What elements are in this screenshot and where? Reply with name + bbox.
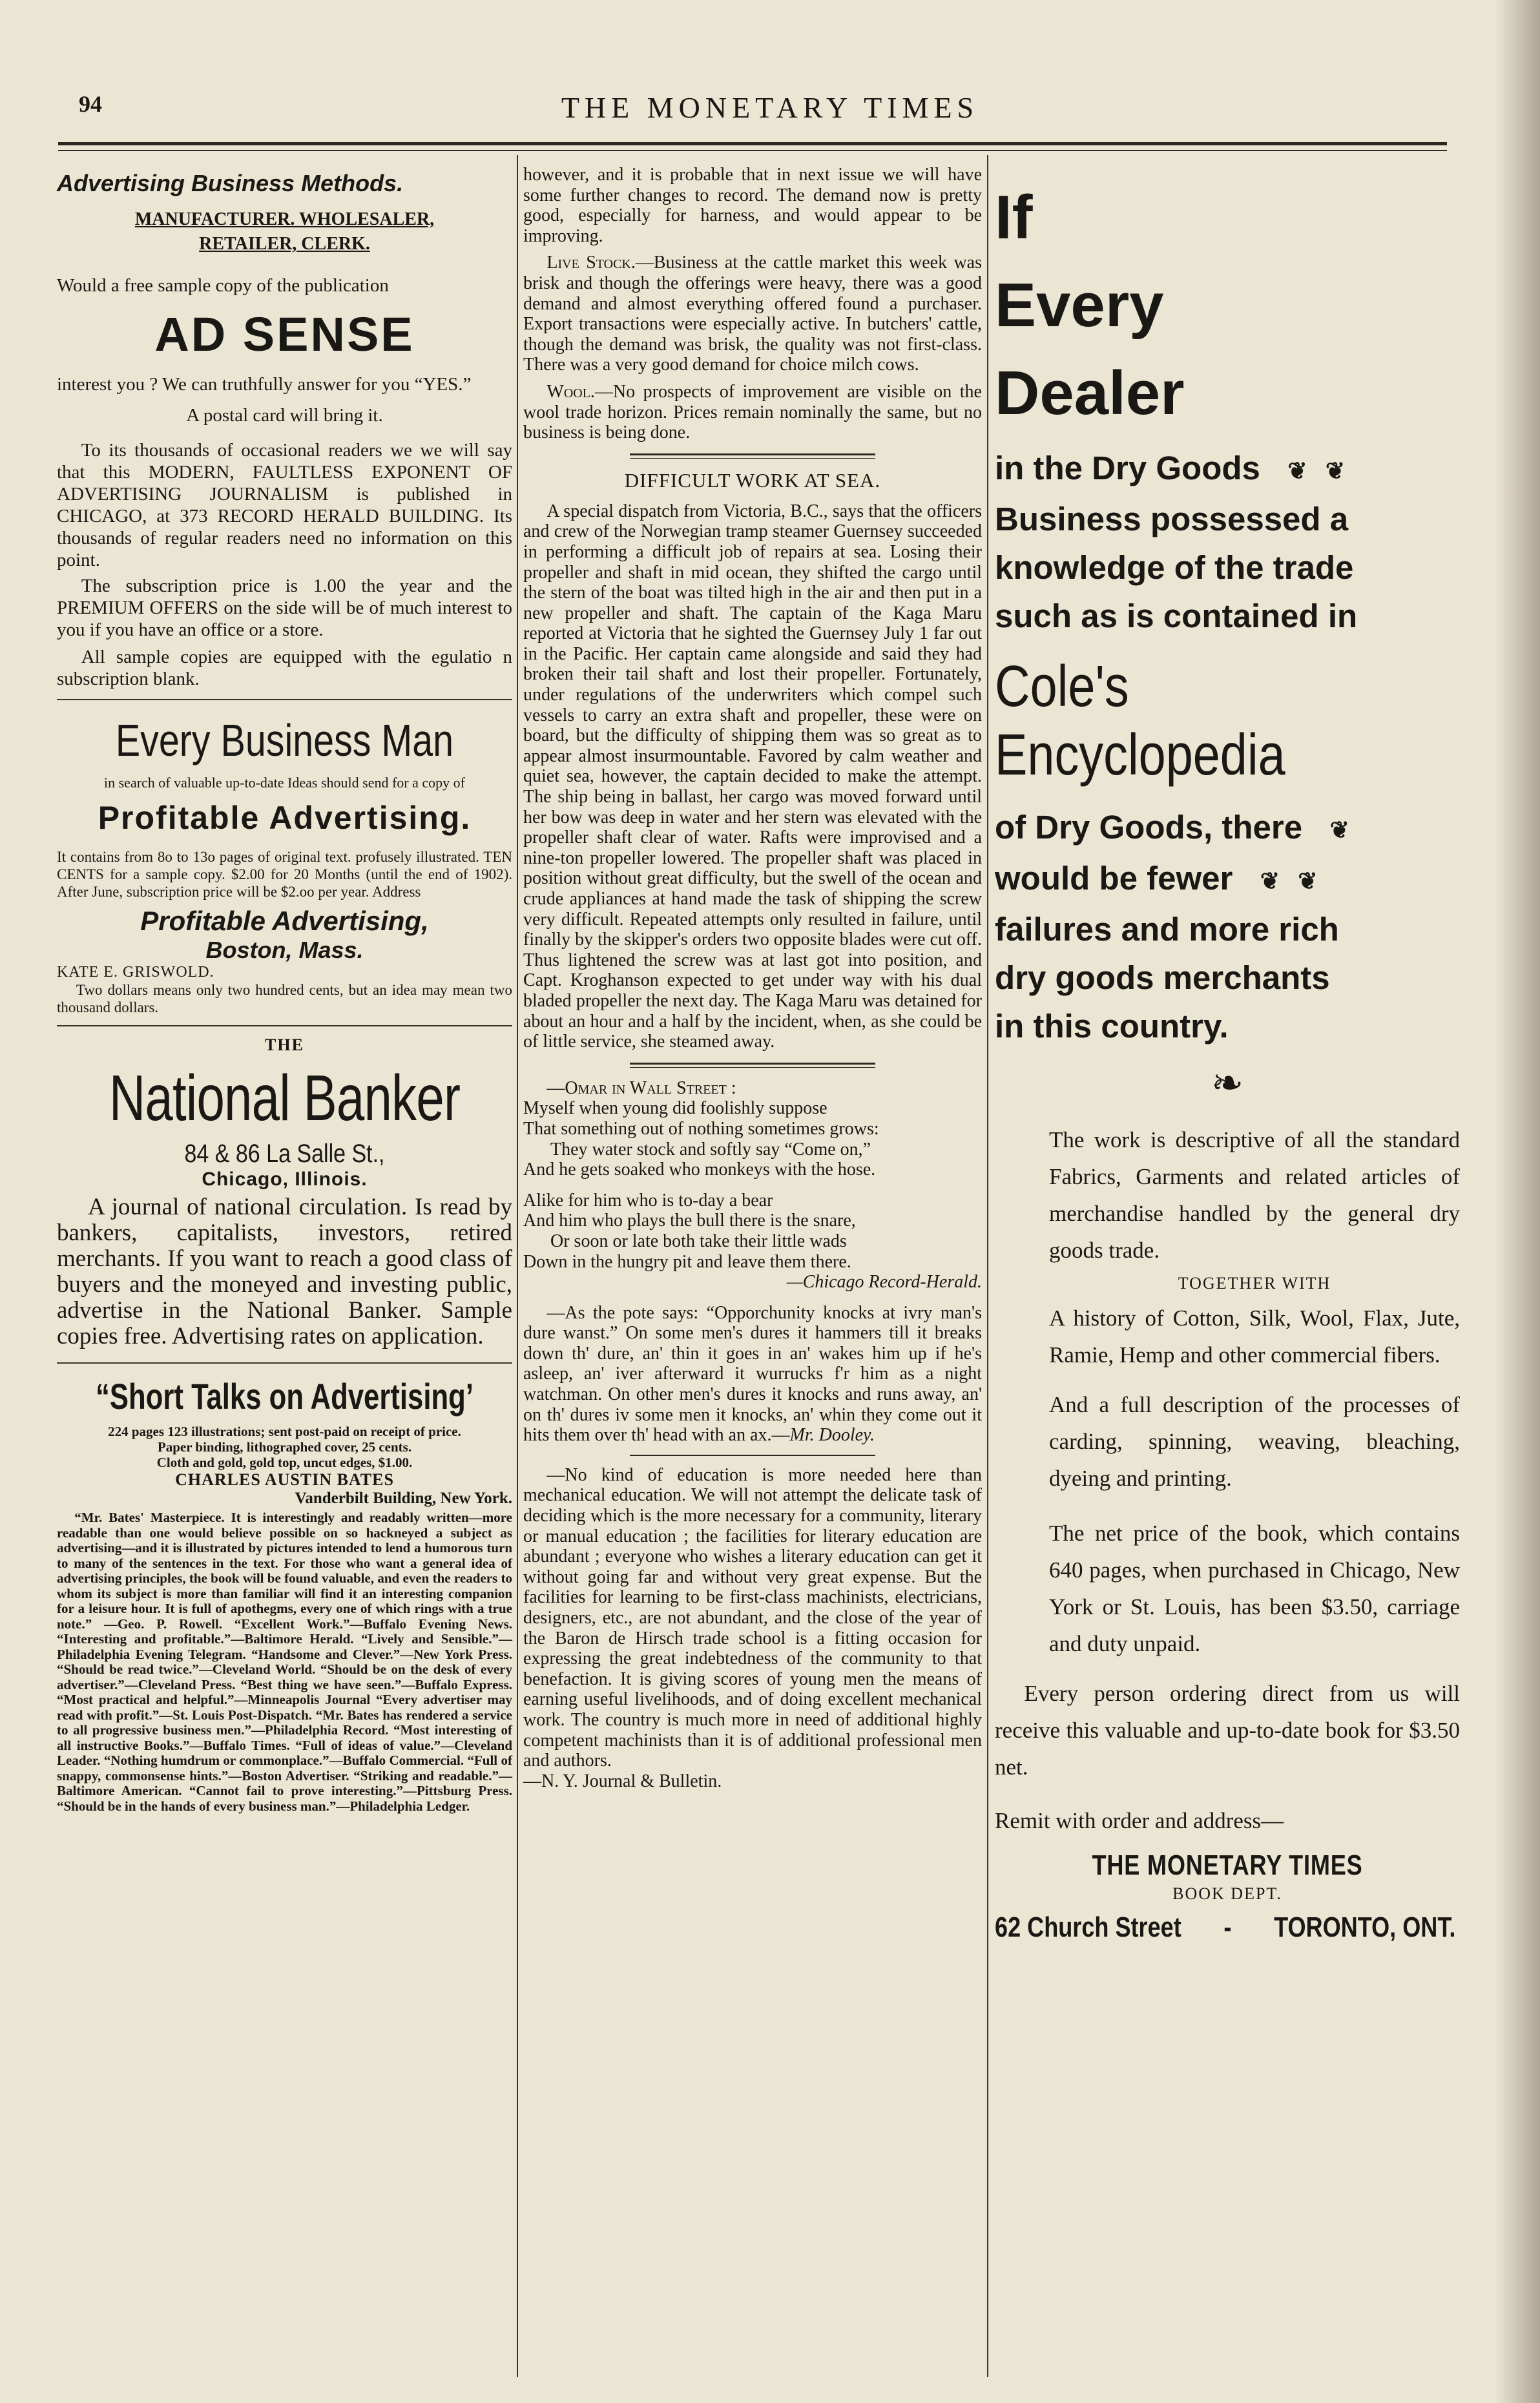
ad-sense-heading: Advertising Business Methods.	[57, 170, 404, 196]
education-attribution: —N. Y. Journal & Bulletin.	[523, 1771, 722, 1791]
in-search-text: in search of valuable up-to-date Ideas should send for a copy of	[104, 775, 465, 791]
double-rule	[630, 1063, 875, 1068]
ad-line-text: of Dry Goods, there	[995, 809, 1303, 846]
book-dept: BOOK DEPT.	[1172, 1884, 1282, 1904]
short-talks-cloth: Cloth and gold, gold top, uncut edges, $1.00.	[156, 1455, 413, 1470]
ad-lines-bottom	[995, 803, 1460, 1050]
page-number: 94	[79, 91, 102, 117]
double-rule	[630, 453, 875, 459]
divider	[57, 1362, 512, 1364]
poem-line: Myself when young did foolishly suppose	[523, 1098, 827, 1119]
leaf-icon: ❦	[1325, 457, 1346, 484]
dooley-paragraph	[523, 1303, 982, 1446]
coles-processes: And a full description of the processes of carding, spinning, weaving, bleaching, dyeing and printing.	[1049, 1392, 1460, 1492]
coles-history: A history of Cotton, Silk, Wool, Flax, Jute, Ramie, Hemp and other commercial fibers.	[1049, 1306, 1460, 1368]
scan-edge-shadow	[1495, 0, 1540, 2403]
column-ads-left	[57, 165, 512, 1814]
coles-title: Cole's	[995, 654, 1129, 720]
ad-sense-para-3: All sample copies are equipped with the egulatio n subscription blank.	[57, 647, 512, 689]
two-dollars-text: Two dollars means only two hundred cents, but an idea may mean two thousand dollars.	[57, 982, 512, 1015]
ad-line: dry goods merchants	[995, 959, 1330, 997]
poem-line: And he gets soaked who monkeys with the hose.	[523, 1160, 876, 1180]
national-banker-the: THE	[265, 1035, 304, 1054]
coles-price: The net price of the book, which contains 640 pages, when purchased in Chicago, New York or St. Louis, has been $3.50, carriage and duty unpaid.	[1049, 1521, 1460, 1657]
leaf-icon: ❦	[1260, 868, 1280, 895]
education-paragraph: —No kind of education is more needed here than mechanical education. We will not attempt the delicate task of deciding which is the more necessary for a community, literary or manual education ; the facilities for literary education are abundant ; everyone who wishes a literary education can get it without going far and without very great expense. But the facilities for learning to be first-class machinists, electricians, designers, etc., are not abundant, and the close of the year of the Baron de Hirsch trade school is a fitting occasion for expressing the great indebtedness of the community to that benefaction. It is giving scores of young men the means of earning useful livelihoods, and of doing excellent mechanical work. The country is much more in need of additional highly competent machinists than it is of additional professional men and authors.	[523, 1464, 982, 1771]
journal-title: THE MONETARY TIMES	[561, 91, 979, 124]
column-coles-ad	[995, 165, 1460, 1944]
city-address: TORONTO, ONT.	[1274, 1911, 1456, 1944]
short-talks-author: CHARLES AUSTIN BATES	[175, 1470, 394, 1489]
ad-sense-intro: Would a free sample copy of the publication	[57, 275, 389, 296]
column-market-reports	[523, 165, 982, 1791]
leaf-icon: ❦	[1329, 817, 1349, 844]
national-banker-address: 84 & 86 La Salle St.,	[184, 1139, 385, 1168]
omar-heading: —Omar in Wall Street :	[546, 1077, 736, 1098]
profitable-advertising-title: Profitable Advertising.	[98, 800, 472, 836]
national-banker-title: National Banker	[109, 1062, 461, 1134]
header-rule-thin	[58, 150, 1447, 151]
monetary-times-name: THE MONETARY TIMES	[1092, 1849, 1363, 1882]
short-talks-paper: Paper binding, lithographed cover, 25 cents.	[157, 1439, 412, 1455]
ad-line	[995, 854, 1460, 905]
ad-sense-para-1: To its thousands of occasional readers we we will say that this MODERN, FAULTLESS EXPONENT OF ADVERTISING JOURNALISM is published in CHICAGO, at 373 RECORD HERALD BUILDING. Its thousands of regular readers need no information on this point.	[57, 440, 512, 570]
ad-line: such as is contained in	[995, 598, 1358, 635]
divider	[630, 1455, 875, 1456]
national-banker-body: A journal of national circulation. Is read by bankers, capitalists, investors, retired merchants. If you want to reach a good class of buyers and the moneyed and investing public, advertise in the National Banker. Sample copies free. Advertising rates on application.	[57, 1194, 512, 1349]
ad-sense-subhead-2: RETAILER, CLERK.	[199, 234, 370, 254]
live-stock-label: Live Stock.	[546, 253, 636, 273]
poem-attribution: —Chicago Record-Herald.	[786, 1272, 982, 1293]
ad-line: knowledge of the trade	[995, 549, 1354, 587]
poem-line: That something out of nothing sometimes grows:	[523, 1118, 879, 1139]
ad-sense-para-2: The subscription price is 1.00 the year and the PREMIUM OFFERS on the side will be of much interest to you if you have an office or a store.	[57, 576, 512, 640]
publisher-name: KATE E. GRISWOLD.	[57, 964, 214, 981]
short-talks-address: Vanderbilt Building, New York.	[295, 1490, 512, 1507]
national-banker-city: Chicago, Illinois.	[202, 1169, 368, 1190]
poem-line: Down in the hungry pit and leave them there.	[523, 1251, 851, 1272]
ad-line: in this country.	[995, 1008, 1229, 1045]
street-address: 62 Church Street	[995, 1911, 1181, 1944]
address-line	[995, 1911, 1455, 1944]
ad-sense-subhead-1: MANUFACTURER. WHOLESALER,	[134, 209, 435, 229]
profitable-advertising-city: Boston, Mass.	[205, 937, 364, 963]
leaf-icon: ❦	[1298, 868, 1318, 895]
wool-paragraph	[523, 382, 982, 443]
ad-sense-answer: interest you ? We can truthfully answer for you “YES.”	[57, 374, 472, 395]
live-stock-text: —Business at the cattle market this week was brisk and though the offerings were heavy, there was a good demand and almost everything offered found a purchaser. Export transactions were especially active. In butchers' cattle, though the demand was brisk, the quality was not first-class. There was a very good demand for choice milch cows.	[523, 253, 983, 375]
ad-line-text: would be fewer	[995, 860, 1233, 897]
ad-lines-top	[995, 444, 1460, 640]
ad-line-text: in the Dry Goods	[995, 450, 1260, 486]
divider	[57, 1025, 512, 1026]
short-talks-reviews: “Mr. Bates' Masterpiece. It is interestingly and readably written—more readable than one would believe possible on so hackneyed a subject as advertising—and it is illustrated by pictures intended to lend a humorous turn to many of the sentences in the text. For those who want a general idea of advertising principles, the book will be found valuable, and even the readers to whom its subject is more than familiar will find it an interesting companion for a leisure hour. It is full of apothegms, every one of which rings with a true note.” —Geo. P. Rowell. “Excellent Work.”—Buffalo Evening News. “Interesting and profitable.”—Baltimore Herald. “Lively and Sensible.”—Philadelphia Evening Telegram. “Handsome and Clever.”—New York Press. “Should be read twice.”—Cleveland World. “Should be on the desk of every advertiser.”—Cleveland Press. “Best thing we have seen.”—Buffalo Express. “Most practical and helpful.”—Minneapolis Journal “Every advertiser may read with profit.”—St. Louis Post-Dispatch. “Mr. Bates has rendered a service to all progressive business men.”—Philadelphia Record. “Most interesting of all instructive Books.”—Buffalo Times. “Full of ideas of value.”—Cleveland Leader. “Nothing humdrum or commonplace.”—Buffalo Commercial. “Full of snappy, commonsense hints.”—Boston Advertiser. “Striking and readable.”—Baltimore American. “Cannot fail to prove interesting.”—Pittsburg Press. “Should be in the hands of every business man.”—Philadelphia Ledger.	[57, 1510, 512, 1814]
short-talks-title: “Short Talks on Advertising’	[96, 1376, 473, 1417]
poem-line: And him who plays the bull there is the snare,	[523, 1211, 856, 1231]
divider	[57, 699, 512, 700]
difficult-work-heading: DIFFICULT WORK AT SEA.	[624, 468, 881, 492]
ad-word-dealer: Dealer	[995, 359, 1185, 428]
ad-word-if: If	[995, 183, 1033, 252]
encyclopedia-title: Encyclopedia	[995, 723, 1285, 788]
column-divider-2	[987, 155, 988, 2377]
leaf-icon: ❦	[1287, 457, 1307, 484]
wool-label: Wool.	[546, 381, 595, 402]
header-rule	[58, 142, 1447, 145]
ad-sense-title: AD SENSE	[154, 307, 415, 361]
short-talks-pages: 224 pages 123 illustrations; sent post-paid on receipt of price.	[108, 1424, 461, 1439]
address-dash: -	[1223, 1911, 1232, 1944]
together-with: TOGETHER WITH	[1178, 1274, 1331, 1293]
harness-paragraph: however, and it is probable that in next issue we will have some further changes to record. The demand now is pretty good, especially for harness, and would appear to be improving.	[523, 165, 982, 246]
ad-word-every: Every	[995, 271, 1164, 340]
omar-poem	[523, 1098, 982, 1292]
dooley-text: —As the pote says: “Opporchunity knocks at ivry man's dure wanst.” On some men's dures it hammers till it breaks down th' dure, an' thin it goes in an' wakes him up if he's asleep, an' iver afterward it wurrucks f'r him as a night watchman. On other men's dures it knocks and runs away, an' on th' dures iv some men it knocks, an' whin they come out it hits them over th' head with an ax.—	[523, 1302, 982, 1446]
profitable-advertising-details: It contains from 8o to 13o pages of original text. profusely illustrated. TEN CENTS for a sample copy. $2.00 for 20 Months (until the end of 1902). After June, subscription price will be $2.oo per year. Address	[57, 849, 512, 900]
poem-line: Or soon or late both take their little wads	[550, 1231, 847, 1251]
ad-line: Business possessed a	[995, 501, 1349, 538]
poem-line: Alike for him who is to-day a bear	[523, 1190, 773, 1211]
column-divider-1	[517, 155, 518, 2377]
poem-line: They water stock and softly say “Come on,”	[550, 1139, 871, 1160]
ad-line	[995, 444, 1460, 495]
ad-line: failures and more rich	[995, 911, 1339, 948]
dooley-attribution: Mr. Dooley.	[789, 1425, 875, 1446]
ad-sense-postal: A postal card will bring it.	[186, 405, 383, 426]
live-stock-paragraph	[523, 253, 982, 375]
every-business-man-title: Every Business Man	[115, 715, 454, 765]
coles-description: The work is descriptive of all the standard Fabrics, Garments and related articles of merchandise handled by the general dry goods trade.	[1049, 1127, 1460, 1264]
difficult-work-body: A special dispatch from Victoria, B.C., says that the officers and crew of the Norwegian tramp steamer Guernsey succeeded in performing a difficult job of repairs at sea. Losing their propeller and shaft in mid ocean, they shifted the cargo until the stern of the boat was tilted high in the air and then put in a new propeller and shaft. The captain of the Kaga Maru reported at Victoria that he sighted the Guernsey July 1 far out in the Pacific. Her captain came alongside and said they had broken their tail shaft and lost their propeller. Fortunately, under regulations of the underwriters which compel such vessels to carry an extra shaft and propeller, these were on board, but the difficulty of shipping them was so great as to appear almost insurmountable. Favored by calm weather and quiet sea, however, the captain decided to make the attempt. The ship being in ballast, her cargo was moved forward until her bow was deep in water and her stern was elevated with the propeller shaft clear of water. Rafts were improvised and a nine-ton propeller lowered. The propeller shaft was placed in position without great difficulty, but the swell of the ocean and crude appliances at hand made the task of shipping the screw very difficult. Repeated attempts only resulted in failure, until finally by the skipper's orders two opposite blades were cut off. Thus lightened the screw was at last got into position, and Capt. Kroghanson expected to get under way with his dual bladed propeller the next day. The Kaga Maru was detained for about an hour and a half by the incident, when, as she could be of little service, she steamed away.	[523, 501, 982, 1052]
ad-line	[995, 803, 1460, 854]
leaf-ornament-icon: ❧	[1211, 1062, 1244, 1105]
wool-text: —No prospects of improvement are visible on the wool trade horizon. Prices remain nominally the same, but no business is being done.	[523, 381, 982, 443]
coles-order: Every person ordering direct from us will receive this valuable and up-to-date book for $3.50 net.	[995, 1681, 1460, 1780]
page-header	[0, 90, 1540, 129]
profitable-advertising-name: Profitable Advertising,	[140, 906, 429, 936]
remit-line: Remit with order and address—	[995, 1808, 1284, 1834]
